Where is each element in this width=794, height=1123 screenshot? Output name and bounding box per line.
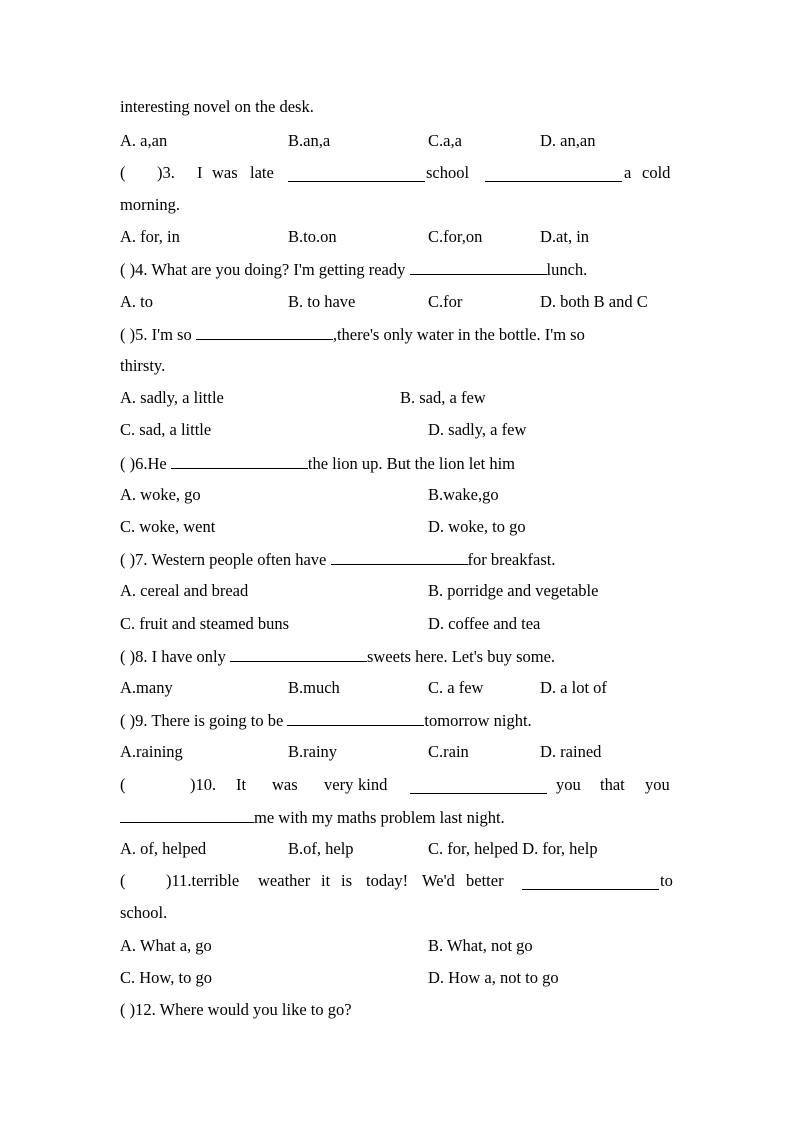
- q10-paren: (: [120, 775, 126, 794]
- q11-option-c: C. How, to go: [120, 968, 212, 987]
- q5-option-b: B. sad, a few: [400, 388, 486, 407]
- q9-option-d: D. rained: [540, 742, 602, 761]
- q11-paren: (: [120, 871, 126, 890]
- q3-option-c: C.for,on: [428, 227, 483, 246]
- q3-number: )3.: [157, 163, 175, 182]
- q2-option-a: A. a,an: [120, 131, 168, 150]
- q4-option-b: B. to have: [288, 292, 356, 311]
- q11-word: it: [321, 871, 331, 890]
- q3-word: late: [250, 163, 274, 182]
- q3-word: was: [212, 163, 238, 182]
- q10-number: )10.: [190, 775, 217, 794]
- q9-option-a: A.raining: [120, 742, 183, 761]
- q11-word: today!: [366, 871, 409, 890]
- q5-option-d: D. sadly, a few: [428, 420, 527, 439]
- q9-stem: ( )9. There is going to be tomorrow night.: [120, 711, 532, 730]
- q11-word: is: [341, 871, 353, 890]
- q7-option-d: D. coffee and tea: [428, 614, 541, 633]
- q8-option-a: A.many: [120, 678, 173, 697]
- q2-option-b: B.an,a: [288, 131, 331, 150]
- q3-word: cold: [642, 163, 671, 182]
- q7-option-c: C. fruit and steamed buns: [120, 614, 290, 633]
- q8-option-d: D. a lot of: [540, 678, 607, 697]
- q3-blank-2: [485, 166, 622, 182]
- q10-word: kind: [358, 775, 388, 794]
- q10-continuation: me with my maths problem last night.: [120, 807, 675, 828]
- q7-option-b: B. porridge and vegetable: [428, 581, 599, 600]
- q11-number: )11.terrible: [166, 871, 240, 890]
- q6-option-c: C. woke, went: [120, 517, 216, 536]
- q12-stem: ( )12. Where would you like to go?: [120, 1000, 352, 1019]
- q11-word: better: [466, 871, 504, 890]
- q3-word: I: [197, 163, 203, 182]
- q10-word: you: [556, 775, 581, 794]
- q3-word: school: [426, 163, 470, 182]
- q6-blank: [171, 453, 308, 469]
- q4-blank: [410, 259, 547, 275]
- q10-option-c-d: C. for, helped D. for, help: [428, 839, 598, 858]
- q7-stem: ( )7. Western people often have for breakfast.: [120, 550, 556, 569]
- q8-option-c: C. a few: [428, 678, 484, 697]
- q10-word: you: [645, 775, 670, 794]
- q2-option-d: D. an,an: [540, 131, 596, 150]
- q10-option-b: B.of, help: [288, 839, 354, 858]
- q3-word: a: [624, 163, 632, 182]
- q2-option-c: C.a,a: [428, 131, 462, 150]
- q5-blank: [196, 324, 333, 340]
- q5-stem: ( )5. I'm so ,there's only water in the bottle. I'm so: [120, 325, 585, 344]
- q10-word: that: [600, 775, 625, 794]
- q4-option-d: D. both B and C: [540, 292, 648, 311]
- q5-option-a: A. sadly, a little: [120, 388, 224, 407]
- q11-word: weather: [258, 871, 311, 890]
- q11-option-a: A. What a, go: [120, 936, 212, 955]
- q10-blank-1: [410, 778, 547, 794]
- q5-continuation: thirsty.: [120, 356, 166, 375]
- q6-option-a: A. woke, go: [120, 485, 201, 504]
- q9-option-c: C.rain: [428, 742, 469, 761]
- q8-blank: [230, 646, 367, 662]
- q10-word: It: [236, 775, 247, 794]
- question-2-stem-continuation: interesting novel on the desk.: [120, 97, 314, 116]
- q10-word: very: [324, 775, 354, 794]
- q3-paren: (: [120, 163, 126, 182]
- q4-option-a: A. to: [120, 292, 153, 311]
- q11-option-d: D. How a, not to go: [428, 968, 559, 987]
- q3-option-d: D.at, in: [540, 227, 590, 246]
- q6-option-d: D. woke, to go: [428, 517, 526, 536]
- q5-option-c: C. sad, a little: [120, 420, 212, 439]
- q6-stem: ( )6.He the lion up. But the lion let him: [120, 454, 516, 473]
- q7-option-a: A. cereal and bread: [120, 581, 249, 600]
- q4-option-c: C.for: [428, 292, 463, 311]
- q4-stem: ( )4. What are you doing? I'm getting ready lunch.: [120, 260, 588, 279]
- q11-continuation: school.: [120, 903, 168, 922]
- q7-blank: [331, 549, 468, 565]
- q10-blank-2: [120, 807, 254, 823]
- q9-blank: [287, 710, 424, 726]
- q11-word: to: [660, 871, 673, 890]
- q11-blank: [522, 874, 659, 890]
- q3-blank-1: [288, 166, 425, 182]
- q11-word: We'd: [422, 871, 455, 890]
- q8-stem: ( )8. I have only sweets here. Let's buy some.: [120, 647, 556, 666]
- q6-option-b: B.wake,go: [428, 485, 499, 504]
- q3-continuation: morning.: [120, 195, 181, 214]
- q3-option-b: B.to.on: [288, 227, 337, 246]
- q10-word: was: [272, 775, 298, 794]
- q9-option-b: B.rainy: [288, 742, 338, 761]
- q10-option-a: A. of, helped: [120, 839, 207, 858]
- q3-option-a: A. for, in: [120, 227, 180, 246]
- q11-option-b: B. What, not go: [428, 936, 533, 955]
- q8-option-b: B.much: [288, 678, 340, 697]
